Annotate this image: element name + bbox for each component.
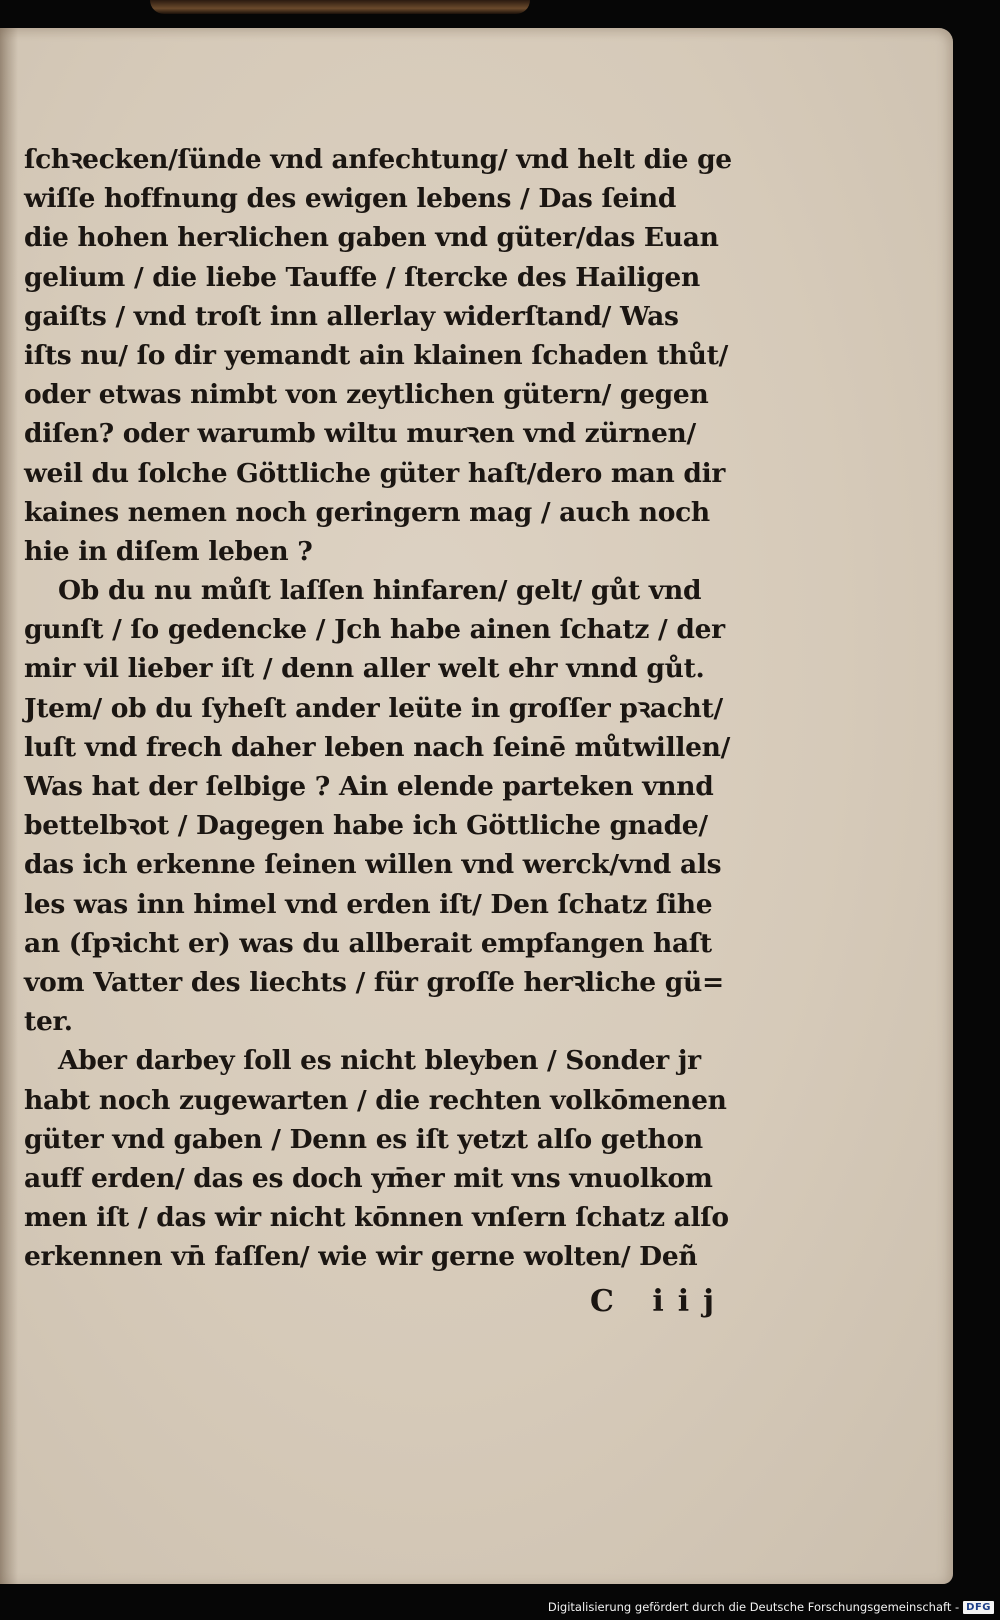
text-line: Was hat der ſelbige ? Ain elende parteken vnnd (24, 771, 714, 802)
text-line: men iſt / das wir nicht kōnnen vnſern ſchatz alſo (24, 1202, 729, 1234)
text-line: luſt vnd frech daher leben nach ſeinē můtwillen/ (24, 731, 731, 763)
text-line: diſen? oder warumb wiltu murꝛen vnd zürnen/ (24, 418, 696, 450)
text-line: auff erden/ das es doch ym̄er mit vns vnuolkom (24, 1162, 713, 1194)
text-line: iſts nu/ ſo dir yemandt ain klainen ſchaden thůt/ (24, 339, 728, 371)
gutter-shadow (0, 28, 18, 1584)
text-line: les was inn himel vnd erden iſt/ Den ſchatz ſihe (24, 888, 713, 920)
paragraph-start-line: Aber darbey ſoll es nicht bleyben / Sonder jr (58, 1045, 701, 1077)
text-line: die hohen herꝛlichen gaben vnd güter/das Euan (24, 222, 719, 254)
text-line: gunſt / ſo gedencke / Jch habe ainen ſchatz / der (24, 614, 725, 646)
page-text (24, 140, 776, 1276)
text-line: erkennen vn̄ faſſen/ wie wir gerne wolten/ Deñ (24, 1241, 698, 1273)
text-line: ſchꝛecken/ſünde vnd anfechtung/ vnd helt die ge (24, 144, 732, 175)
text-line: güter vnd gaben / Denn es iſt yetzt alſo gethon (24, 1123, 703, 1155)
text-line: vom Vatter des liechts / für groſſe herꝛliche gü= (24, 966, 724, 998)
credit-text: Digitalisierung gefördert durch die Deutsche Forschungsgemeinschaft - (547, 1600, 960, 1614)
text-line: mir vil lieber iſt / denn aller welt ehr vnnd gůt. (24, 653, 705, 685)
text-line: das ich erkenne ſeinen willen vnd werck/vnd als (24, 849, 722, 881)
text-line: an (ſpꝛicht er) was du allberait empfangen haſt (24, 927, 712, 959)
text-line: oder etwas nimbt von zeytlichen gütern/ gegen (24, 379, 709, 411)
text-line: Jtem/ ob du ſyheſt ander leüte in groſſer pꝛacht/ (24, 692, 723, 724)
text-line: gelium / die liebe Tauffe / ſtercke des Hailigen (24, 261, 700, 293)
text-line: gaiſts / vnd troſt inn allerlay widerſtand/ Was (24, 300, 679, 332)
text-line: bettelbꝛot / Dagegen habe ich Göttliche gnade/ (24, 810, 708, 842)
text-line: wiſſe hoffnung des ewigen lebens / Das ſeind (24, 183, 677, 215)
text-line: kaines nemen noch geringern mag / auch noch (24, 496, 710, 528)
dfg-logo-icon: DFG (963, 1601, 994, 1614)
binding-edge (150, 0, 530, 14)
digitization-credit (548, 1596, 994, 1618)
text-line: ter. (24, 1006, 73, 1038)
text-line: weil du ſolche Göttliche güter haſt/dero man dir (24, 457, 726, 489)
text-line: hie in diſem leben ? (24, 535, 313, 567)
signature-mark: C iij (590, 1284, 728, 1319)
text-line: habt noch zugewarten / die rechten volkōmenen (24, 1084, 727, 1116)
paragraph-start-line: Ob du nu můſt laſſen hinfaren/ gelt/ gůt vnd (58, 575, 702, 607)
